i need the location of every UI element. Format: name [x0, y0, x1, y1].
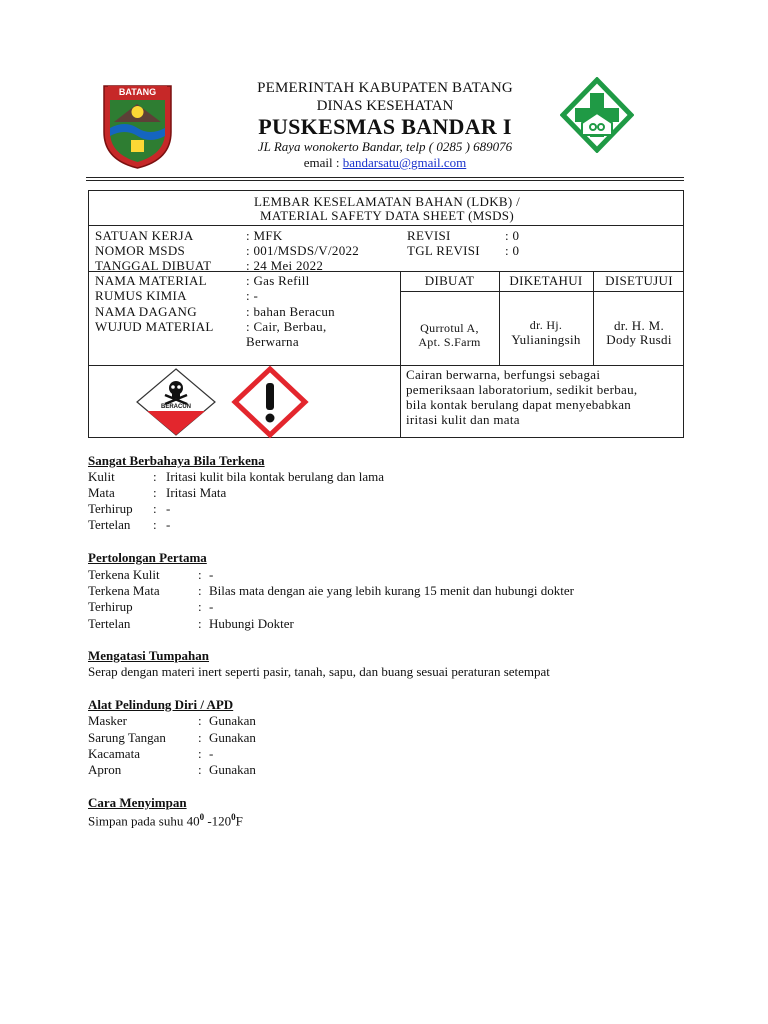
pertolongan-label-terhirup: Terhirup	[88, 599, 133, 614]
material-label-nama: NAMA MATERIAL	[95, 273, 207, 288]
menyimpan-text-a: Simpan pada suhu 40	[88, 813, 200, 829]
puskesmas-logo	[560, 77, 634, 153]
bahaya-label-terhirup: Terhirup	[88, 501, 133, 516]
apd-label-sarung: Sarung Tangan	[88, 730, 166, 745]
bahaya-value-tertelan: -	[166, 517, 171, 532]
skull-crossbones-icon	[135, 367, 217, 437]
colon: :	[153, 469, 157, 484]
pertolongan-value-kulit: -	[209, 567, 214, 582]
letterhead-email-line	[150, 155, 620, 171]
approval-name-diketahui-2: Yulianingsih	[511, 332, 581, 347]
material-label-rumus: RUMUS KIMIA	[95, 288, 187, 303]
divider	[89, 365, 683, 366]
material-value-wujud-cont: Berwarna	[246, 334, 299, 349]
divider	[400, 365, 401, 437]
email-link[interactable]: bandarsatu@gmail.com	[342, 155, 467, 170]
letterhead-department: DINAS KESEHATAN	[316, 98, 454, 114]
section-title-bahaya: Sangat Berbahaya Bila Terkena	[88, 453, 265, 468]
menyimpan-text-c: F	[235, 813, 243, 829]
bahaya-value-kulit: Iritasi kulit bila kontak berulang dan lama	[166, 469, 385, 484]
pertolongan-value-mata: Bilas mata dengan aie yang lebih kurang 15 menit dan hubungi dokter	[209, 583, 574, 598]
description-line-3: bila kontak berulang dapat menyebabkan	[406, 397, 632, 412]
material-value-rumus: : -	[246, 288, 259, 303]
tumpahan-text: Serap dengan materi inert seperti pasir, tanah, sapu, dan buang sesuai peraturan setempat	[88, 664, 550, 679]
puskesmas-cross-icon	[560, 77, 634, 153]
colon: :	[198, 713, 202, 728]
apd-value-sarung: Gunakan	[209, 730, 256, 745]
material-value-nama: : Gas Refill	[246, 273, 310, 288]
colon: :	[198, 599, 202, 614]
email-label: email :	[303, 155, 343, 170]
info-value-tanggal: : 24 Mei 2022	[246, 258, 324, 273]
pertolongan-label-mata: Terkena Mata	[88, 583, 160, 598]
divider	[89, 225, 683, 226]
colon: :	[198, 567, 202, 582]
revisi-label: REVISI	[407, 228, 451, 243]
letterhead-title: PUSKESMAS BANDAR I	[258, 114, 512, 139]
apd-label-masker: Masker	[88, 713, 127, 728]
degree-sup-b: 0	[231, 812, 236, 822]
divider	[400, 291, 683, 292]
revisi-value: : 0	[505, 228, 520, 243]
toxic-pictogram	[135, 367, 217, 437]
description-line-2: pemeriksaan laboratorium, sedikit berbau,	[406, 382, 638, 397]
msds-title-line1: LEMBAR KESELAMATAN BAHAN (LDKB) /	[254, 194, 520, 209]
letterhead-rule-thin	[86, 180, 684, 181]
degree-sup-a: 0	[199, 812, 205, 822]
approval-name-dibuat-2: Apt. S.Farm	[418, 335, 481, 349]
info-value-nomor: : 001/MSDS/V/2022	[246, 243, 360, 258]
tgl-revisi-label: TGL REVISI	[407, 243, 480, 258]
colon: :	[198, 746, 202, 761]
material-value-dagang: : bahan Beracun	[246, 304, 335, 319]
pertolongan-value-terhirup: -	[209, 599, 214, 614]
approval-name-disetujui-1: dr. H. M.	[613, 318, 664, 333]
approval-role-disetujui: DISETUJUI	[605, 273, 673, 288]
description-line-1: Cairan berwarna, berfungsi sebagai	[406, 367, 601, 382]
apd-label-apron: Apron	[88, 762, 122, 777]
colon: :	[198, 730, 202, 745]
bahaya-value-mata: Iritasi Mata	[166, 485, 227, 500]
apd-value-masker: Gunakan	[209, 713, 256, 728]
toxic-pictogram-label: BERACUN	[161, 404, 191, 410]
apd-value-kacamata: -	[209, 746, 214, 761]
approval-name-dibuat-1: Qurrotul A,	[420, 321, 479, 335]
section-title-menyimpan: Cara Menyimpan	[88, 795, 187, 810]
letterhead-address: JL Raya wonokerto Bandar, telp ( 0285 ) 689076	[257, 139, 513, 154]
exclamation-pictogram	[231, 365, 309, 439]
colon: :	[153, 517, 157, 532]
tgl-revisi-value: : 0	[505, 243, 520, 258]
pertolongan-label-kulit: Terkena Kulit	[88, 567, 160, 582]
pertolongan-value-tertelan: Hubungi Dokter	[209, 616, 294, 631]
colon: :	[153, 501, 157, 516]
bahaya-value-terhirup: -	[166, 501, 171, 516]
colon: :	[198, 583, 202, 598]
batang-logo-text: BATANG	[118, 87, 157, 97]
description-line-4: iritasi kulit dan mata	[406, 412, 520, 427]
apd-value-apron: Gunakan	[209, 762, 256, 777]
approval-role-dibuat: DIBUAT	[424, 273, 475, 288]
approval-name-disetujui-2: Dody Rusdi	[606, 332, 672, 347]
approval-role-diketahui: DIKETAHUI	[509, 273, 583, 288]
msds-table	[88, 190, 684, 438]
menyimpan-text	[88, 812, 243, 829]
bahaya-label-tertelan: Tertelan	[88, 517, 131, 532]
info-label-satuan: SATUAN KERJA	[95, 228, 194, 243]
apd-label-kacamata: Kacamata	[88, 746, 140, 761]
letterhead-government: PEMERINTAH KABUPATEN BATANG	[257, 80, 513, 96]
exclamation-mark-icon	[231, 365, 309, 439]
info-label-nomor: NOMOR MSDS	[95, 243, 186, 258]
section-title-pertolongan: Pertolongan Pertama	[88, 550, 207, 565]
material-label-dagang: NAMA DAGANG	[95, 304, 197, 319]
msds-title-line2: MATERIAL SAFETY DATA SHEET (MSDS)	[260, 208, 514, 223]
info-value-satuan: : MFK	[246, 228, 283, 243]
info-label-tanggal: TANGGAL DIBUAT	[95, 258, 212, 273]
pertolongan-label-tertelan: Tertelan	[88, 616, 131, 631]
bahaya-label-kulit: Kulit	[88, 469, 115, 484]
colon: :	[198, 762, 202, 777]
material-label-wujud: WUJUD MATERIAL	[95, 319, 214, 334]
material-value-wujud: : Cair, Berbau,	[246, 319, 327, 334]
letterhead-rule-thick	[86, 177, 684, 178]
colon: :	[198, 616, 202, 631]
section-title-apd: Alat Pelindung Diri / APD	[88, 697, 234, 712]
bahaya-label-mata: Mata	[88, 485, 115, 500]
colon: :	[153, 485, 157, 500]
menyimpan-text-b: -120	[204, 813, 232, 829]
section-title-tumpahan: Mengatasi Tumpahan	[88, 648, 210, 663]
approval-name-diketahui-1: dr. Hj.	[529, 318, 563, 332]
